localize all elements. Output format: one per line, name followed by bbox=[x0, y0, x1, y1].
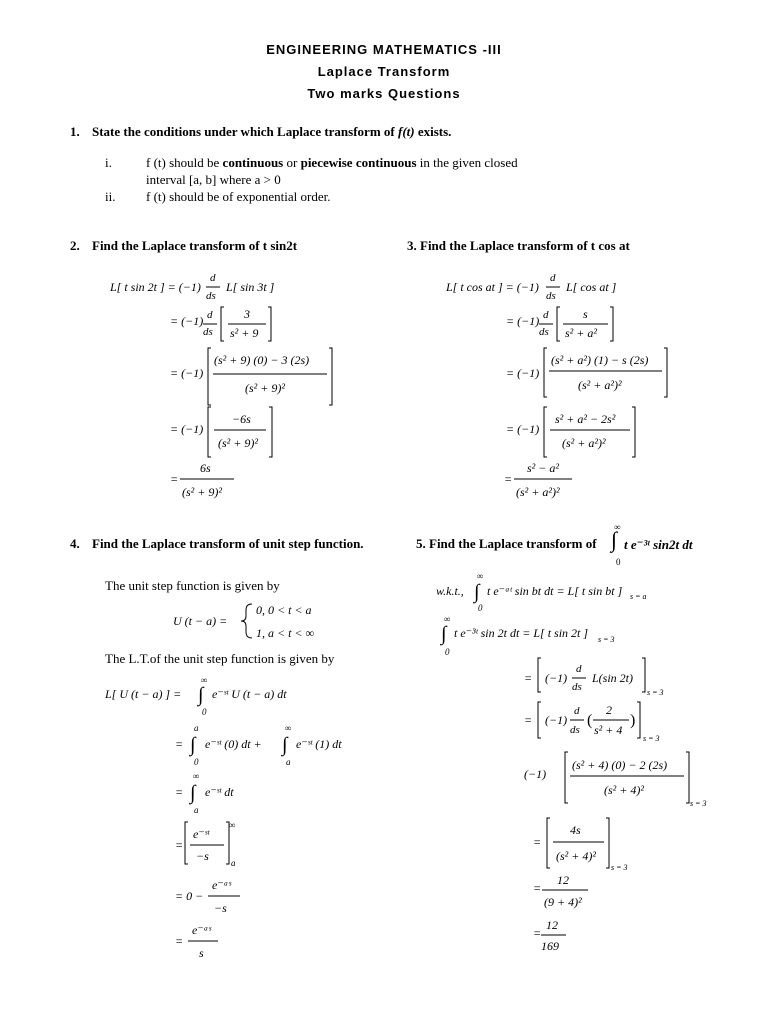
q5-line4-eq: = bbox=[524, 713, 533, 727]
q5-line3-rhs: L(sin 2t) bbox=[592, 671, 634, 685]
q4-lt-line2-eq: = bbox=[175, 737, 184, 751]
q5-number: 5. bbox=[416, 536, 426, 551]
q5-line4-den: s² + 4 bbox=[594, 723, 623, 737]
q5-line2-text: t e⁻³ᵗ sin 2t dt = L[ t sin 2t ] bbox=[454, 626, 589, 640]
q3-line5-den: (s² + a²)² bbox=[516, 485, 560, 499]
q4-lt-line3-lower: a bbox=[194, 805, 199, 815]
q5-line6-den: (s² + 4)² bbox=[556, 849, 596, 863]
q2-line2-eq: = (−1) bbox=[170, 314, 204, 328]
q3-line3-den: (s² + a²)² bbox=[578, 378, 622, 392]
q4-lt-line2-part2: e⁻ˢᵗ (1) dt bbox=[296, 737, 342, 751]
q3-line5-eq: = bbox=[504, 472, 513, 486]
q5-integral-upper: ∞ bbox=[614, 522, 621, 532]
q4-lt-line2-part1: e⁻ˢᵗ (0) dt + bbox=[205, 737, 262, 751]
q5-line2-integral: ∫ bbox=[441, 623, 447, 645]
q4-lt-line6-num: e⁻ᵃˢ bbox=[192, 923, 211, 937]
q2-line1-lhs: L[ t sin 2t ] = (−1) bbox=[110, 280, 201, 294]
doc-title: ENGINEERING MATHEMATICS -III bbox=[266, 42, 502, 57]
q5-line5-neg: (−1) bbox=[524, 767, 547, 781]
q2-line5-eq: = bbox=[170, 472, 179, 486]
q2-line1-ds: ds bbox=[206, 290, 216, 302]
q2-line5-num: 6s bbox=[200, 461, 211, 475]
q5-line8-num: 12 bbox=[546, 918, 558, 932]
q1-item-1-pre: f (t) should be bbox=[146, 155, 223, 170]
q1-text-a: State the conditions under which Laplace transform of bbox=[92, 124, 398, 139]
q4-unit-case2: 1, a < t < ∞ bbox=[256, 626, 315, 640]
q4-title: Find the Laplace transform of unit step function. bbox=[92, 536, 364, 551]
q5-line3-eq: = bbox=[524, 671, 533, 685]
q4-text-1: The unit step function is given by bbox=[105, 578, 280, 593]
q5-line2-sub: s = 3 bbox=[598, 635, 615, 644]
q5-wkt-sub: s = a bbox=[630, 592, 647, 601]
q5-line7-eq: = bbox=[533, 881, 542, 895]
q3-line2-eq: = (−1) bbox=[506, 314, 540, 328]
q5-line3-sub: s = 3 bbox=[647, 688, 664, 697]
q4-lt-line2-integral2: ∫ bbox=[282, 734, 288, 756]
q5-line7-num: 12 bbox=[557, 873, 569, 887]
q1-item-2-label: ii. bbox=[105, 189, 116, 204]
q3-line3-eq: = (−1) bbox=[506, 366, 540, 380]
q4-lt-line3-integral: ∫ bbox=[190, 782, 196, 804]
q2-title-expr: t sin2t bbox=[262, 238, 298, 253]
q1-item-1-bold2: piecewise continuous bbox=[300, 155, 417, 170]
doc-subtitle: Laplace Transform bbox=[317, 64, 451, 79]
q5-line4-sub: s = 3 bbox=[643, 734, 660, 743]
q2-line3-eq: = (−1) bbox=[170, 366, 204, 380]
q2-line5-den: (s² + 9)² bbox=[182, 485, 222, 499]
q4-lt-line5-lhs: = 0 − bbox=[175, 889, 204, 903]
q4-lt-line3-rhs: e⁻ˢᵗ dt bbox=[205, 785, 234, 799]
q4-lt-line4-num: e⁻ˢᵗ bbox=[193, 827, 210, 841]
q5-line6-sub: s = 3 bbox=[611, 863, 628, 872]
q4-lt-line3-upper: ∞ bbox=[193, 771, 200, 781]
q5-wkt-formula: t e⁻ᵃᵗ sin bt dt = L[ t sin bt ] bbox=[487, 584, 623, 598]
q2-line3-num: (s² + 9) (0) − 3 (2s) bbox=[214, 353, 310, 367]
q5-line4-paren-close: ) bbox=[630, 712, 636, 729]
q4-unit-case1: 0, 0 < t < a bbox=[256, 603, 312, 617]
q4-lt-line6-den: s bbox=[199, 946, 204, 960]
q5-line2-lower: 0 bbox=[445, 647, 450, 657]
q4-lt-line1-upper: ∞ bbox=[201, 675, 208, 685]
q1-number: 1. bbox=[70, 124, 80, 139]
q3-line4-num: s² + a² − 2s² bbox=[555, 412, 616, 426]
q5-line4-paren-open: ( bbox=[587, 712, 593, 729]
q2-line2-num: 3 bbox=[244, 307, 250, 321]
q3-line2-d: d bbox=[543, 309, 549, 321]
q5-title-text: Find the Laplace transform of bbox=[429, 536, 597, 551]
q1-item-2-text: f (t) should be of exponential order. bbox=[146, 189, 331, 204]
q5-line4-num: 2 bbox=[606, 703, 612, 717]
q1-item-1-bold1: continuous bbox=[222, 155, 284, 170]
q1-item-1-line2: interval [a, b] where a > 0 bbox=[146, 172, 281, 187]
q1-text-b: exists. bbox=[414, 124, 452, 139]
q5-line3-ds: ds bbox=[572, 681, 582, 693]
q3-line2-num: s bbox=[583, 307, 588, 321]
q4-lt-line4-eq: = bbox=[175, 838, 184, 852]
q5-line3-d: d bbox=[576, 663, 582, 675]
q2-line4-den: (s² + 9)² bbox=[218, 436, 258, 450]
q4-lt-line4-lower: a bbox=[231, 858, 236, 868]
q5-integral-sign: ∫ bbox=[611, 527, 618, 552]
q5-line8-den: 169 bbox=[541, 939, 559, 953]
q2-line1-rhs: L[ sin 3t ] bbox=[226, 280, 275, 294]
q3-line3-num: (s² + a²) (1) − s (2s) bbox=[551, 353, 649, 367]
q4-lt-line4-den: −s bbox=[196, 849, 209, 863]
q5-line2-upper: ∞ bbox=[444, 614, 451, 624]
q3-title-text: Find the Laplace transform of bbox=[420, 238, 591, 253]
q5-line7-den: (9 + 4)² bbox=[544, 895, 582, 909]
q2-line2-ds: ds bbox=[203, 326, 213, 338]
q1-item-1-label: i. bbox=[105, 155, 112, 170]
q2-line2-d: d bbox=[207, 309, 213, 321]
q1-text-f: f(t) bbox=[397, 124, 415, 139]
q5-wkt-integral: ∫ bbox=[474, 581, 480, 603]
q4-lt-line1-integral: ∫ bbox=[198, 684, 204, 706]
q4-lt-line6-eq: = bbox=[175, 934, 184, 948]
q5-wkt-lower: 0 bbox=[478, 603, 483, 613]
q2-number: 2. bbox=[70, 238, 80, 253]
q5-wkt-label: w.k.t., bbox=[436, 584, 464, 598]
q2-title-text: Find the Laplace transform of bbox=[92, 238, 263, 253]
q1-item-1-post: in the given closed bbox=[416, 155, 518, 170]
q4-lt-line4-upper: ∞ bbox=[229, 820, 236, 830]
q3-line5-num: s² − a² bbox=[527, 461, 559, 475]
q4-lt-line2-lower1: 0 bbox=[194, 757, 199, 767]
q4-text-2: The L.T.of the unit step function is given by bbox=[105, 651, 335, 666]
q5-integral-lower: 0 bbox=[616, 557, 621, 567]
q3-line1-ds: ds bbox=[546, 290, 556, 302]
q5-line4-neg: (−1) bbox=[545, 713, 568, 727]
q2-line1-d: d bbox=[210, 272, 216, 284]
q3-number: 3. bbox=[407, 238, 417, 253]
q4-lt-line2-integral1: ∫ bbox=[190, 734, 196, 756]
q5-line5-sub: s = 3 bbox=[690, 799, 707, 808]
q2-line2-den: s² + 9 bbox=[230, 326, 259, 340]
q3-line2-den: s² + a² bbox=[565, 326, 597, 340]
q4-lt-line5-den: −s bbox=[214, 901, 227, 915]
q3-line4-den: (s² + a²)² bbox=[562, 436, 606, 450]
q4-lt-line3-eq: = bbox=[175, 785, 184, 799]
q5-line4-ds: ds bbox=[570, 724, 580, 736]
q4-lt-line2-upper2: ∞ bbox=[285, 723, 292, 733]
q3-line1-lhs: L[ t cos at ] = (−1) bbox=[446, 280, 539, 294]
q4-lt-line2-upper1: a bbox=[194, 723, 199, 733]
q5-line5-den: (s² + 4)² bbox=[604, 783, 644, 797]
q2-line4-num: −6s bbox=[232, 412, 251, 426]
q5-line5-num: (s² + 4) (0) − 2 (2s) bbox=[572, 758, 668, 772]
q5-line8-eq: = bbox=[533, 926, 542, 940]
q4-lt-line1-rhs: e⁻ˢᵗ U (t − a) dt bbox=[212, 687, 287, 701]
q1-item-1-mid: or bbox=[283, 155, 301, 170]
q4-lt-line1-lhs: L[ U (t − a) ] = bbox=[105, 687, 182, 701]
q4-lt-line2-lower2: a bbox=[286, 757, 291, 767]
q5-title-expr: t e⁻³ᵗ sin2t dt bbox=[624, 537, 693, 552]
q2-line4-eq: = (−1) bbox=[170, 422, 204, 436]
q5-wkt-upper: ∞ bbox=[477, 571, 484, 581]
q4-lt-line1-lower: 0 bbox=[202, 707, 207, 717]
q4-number: 4. bbox=[70, 536, 80, 551]
q3-title-expr: t cos at bbox=[590, 238, 630, 253]
q5-line4-d: d bbox=[574, 705, 580, 717]
q3-line1-d: d bbox=[550, 272, 556, 284]
q4-lt-line5-num: e⁻ᵃˢ bbox=[212, 878, 231, 892]
q3-line1-rhs: L[ cos at ] bbox=[566, 280, 617, 294]
doc-section-title: Two marks Questions bbox=[307, 86, 461, 101]
q5-line6-eq: = bbox=[533, 835, 542, 849]
q2-line3-den: (s² + 9)² bbox=[245, 381, 285, 395]
q3-line4-eq: = (−1) bbox=[506, 422, 540, 436]
q3-line2-ds: ds bbox=[539, 326, 549, 338]
q4-unit-lhs: U (t − a) = bbox=[173, 614, 228, 628]
q5-line6-num: 4s bbox=[570, 823, 581, 837]
q5-line3-neg: (−1) bbox=[545, 671, 568, 685]
